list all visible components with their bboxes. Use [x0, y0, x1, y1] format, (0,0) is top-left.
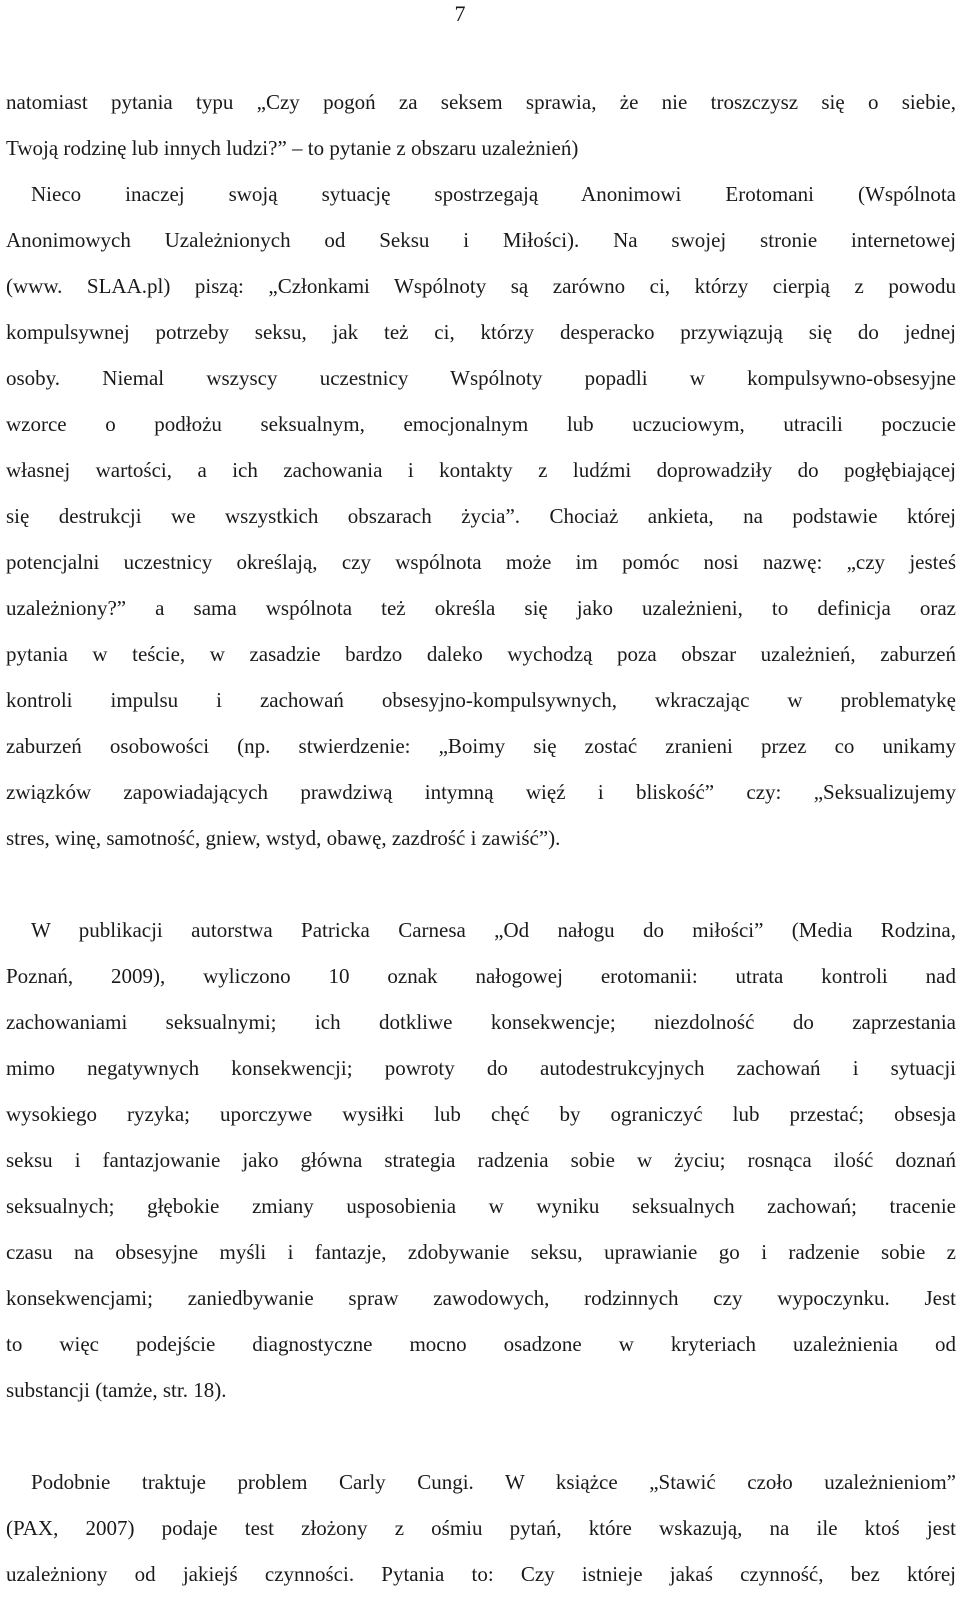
text-line: (PAX, 2007) podaje test złożony z ośmiu pytań, które wskazują, na ile ktoś jest — [6, 1516, 956, 1540]
text-line: osoby. Niemal wszyscy uczestnicy Wspólnoty popadli w kompulsywno-obsesyjne — [6, 366, 956, 390]
text-line: Nieco inaczej swoją sytuację spostrzegają Anonimowi Erotomani (Wspólnota — [31, 182, 956, 206]
text-line: stres, winę, samotność, gniew, wstyd, obawę, zazdrość i zawiść”). — [6, 826, 561, 850]
text-line: seksualnych; głębokie zmiany usposobienia w wyniku seksualnych zachowań; tracenie — [6, 1194, 956, 1218]
text-line: to więc podejście diagnostyczne mocno osadzone w kryteriach uzależnienia od — [6, 1332, 956, 1356]
text-line: czasu na obsesyjne myśli i fantazje, zdobywanie seksu, uprawianie go i radzenie sobie z — [6, 1240, 956, 1264]
paragraph-2 — [6, 907, 956, 1413]
text-line: konsekwencjami; zaniedbywanie spraw zawodowych, rodzinnych czy wypoczynku. Jest — [6, 1286, 956, 1310]
text-line: mimo negatywnych konsekwencji; powroty do autodestrukcyjnych zachowań i sytuacji — [6, 1056, 956, 1080]
text-line: Podobnie traktuje problem Carly Cungi. W książce „Stawić czoło uzależnieniom” — [31, 1470, 956, 1494]
text-line: wysokiego ryzyka; uporczywe wysiłki lub chęć by ograniczyć lub przestać; obsesja — [6, 1102, 956, 1126]
text-line: substancji (tamże, str. 18). — [6, 1378, 227, 1402]
text-line: uzależniony?” a sama wspólnota też określa się jako uzależnieni, to definicja oraz — [6, 596, 956, 620]
text-line: kontroli impulsu i zachowań obsesyjno-kompulsywnych, wkraczając w problematykę — [6, 688, 956, 712]
text-line: zachowaniami seksualnymi; ich dotkliwe konsekwencje; niezdolność do zaprzestania — [6, 1010, 956, 1034]
text-line: się destrukcji we wszystkich obszarach życia”. Chociaż ankieta, na podstawie której — [6, 504, 956, 528]
document-body — [6, 79, 956, 1597]
text-line: Anonimowych Uzależnionych od Seksu i Miłości). Na swojej stronie internetowej — [6, 228, 956, 252]
text-line: pytania w teście, w zasadzie bardzo daleko wychodzą poza obszar uzależnień, zaburzeń — [6, 642, 956, 666]
paragraph-spacer — [6, 1413, 956, 1459]
text-line: zaburzeń osobowości (np. stwierdzenie: „Boimy się zostać zranieni przez co unikamy — [6, 734, 956, 758]
text-line: Poznań, 2009), wyliczono 10 oznak nałogowej erotomanii: utrata kontroli nad — [6, 964, 956, 988]
paragraph-spacer — [6, 861, 956, 907]
text-line: związków zapowiadających prawdziwą intymną więź i bliskość” czy: „Seksualizujemy — [6, 780, 956, 804]
text-line: seksu i fantazjowanie jako główna strategia radzenia sobie w życiu; rosnąca ilość doznań — [6, 1148, 956, 1172]
text-line: własnej wartości, a ich zachowania i kontakty z ludźmi doprowadziły do pogłębiającej — [6, 458, 956, 482]
page-number: 7 — [454, 1, 466, 26]
text-line: kompulsywnej potrzeby seksu, jak też ci, którzy desperacko przywiązują się do jednej — [6, 320, 956, 344]
text-line: wzorce o podłożu seksualnym, emocjonalnym lub uczuciowym, utracili poczucie — [6, 412, 956, 436]
paragraph-3 — [6, 1459, 956, 1597]
text-line: potencjalni uczestnicy określają, czy wspólnota może im pomóc nosi nazwę: „czy jesteś — [6, 550, 956, 574]
text-line: Twoją rodzinę lub innych ludzi?” – to pytanie z obszaru uzależnień) — [6, 136, 579, 160]
text-line: natomiast pytania typu „Czy pogoń za seksem sprawia, że nie troszczysz się o siebie, — [6, 90, 956, 114]
paragraph-1 — [6, 79, 956, 861]
text-line: (www. SLAA.pl) piszą: „Członkami Wspólnoty są zarówno ci, którzy cierpią z powodu — [6, 274, 956, 298]
text-line: W publikacji autorstwa Patricka Carnesa „Od nałogu do miłości” (Media Rodzina, — [31, 918, 956, 942]
text-line: uzależniony od jakiejś czynności. Pytania to: Czy istnieje jakaś czynność, bez której — [6, 1562, 956, 1586]
